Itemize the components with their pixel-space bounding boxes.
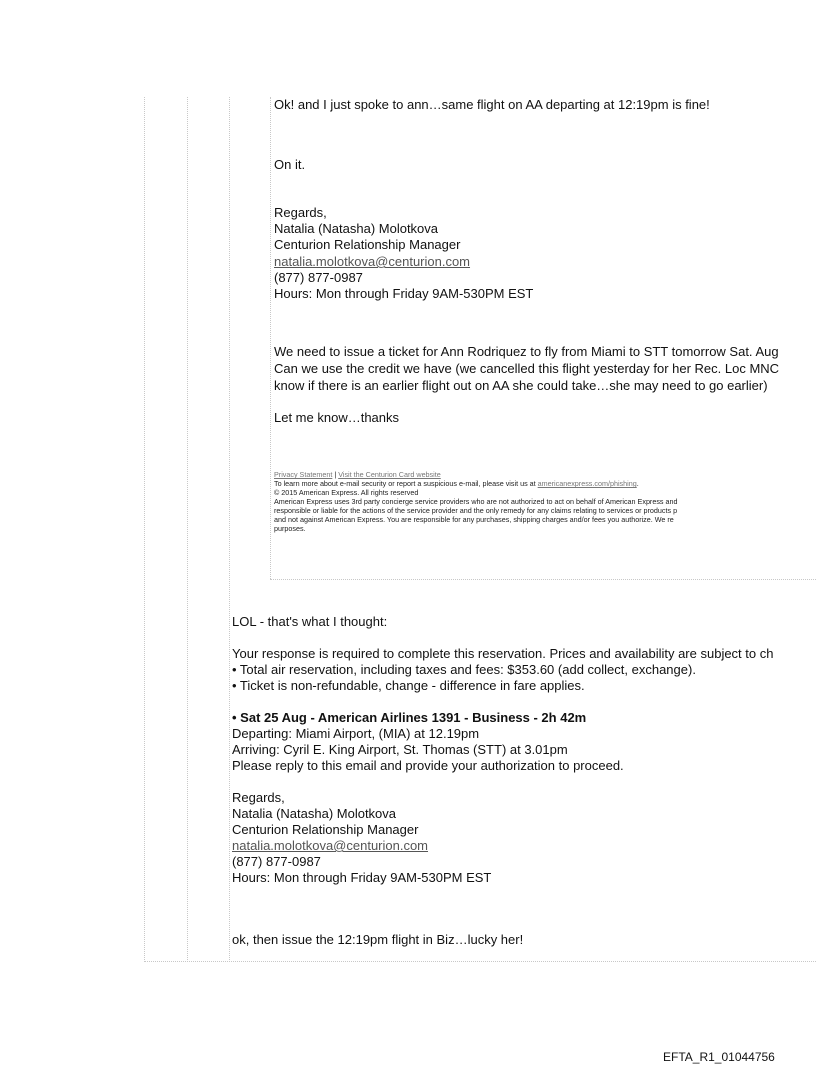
learn-more-period: .	[636, 479, 639, 488]
signature-hours: Hours: Mon through Friday 9AM-530PM EST	[232, 870, 492, 885]
footer-separator: |	[332, 470, 339, 479]
arriving-line: Arriving: Cyril E. King Airport, St. Thomas (STT) at 3.01pm	[232, 742, 568, 757]
privacy-statement-link[interactable]: Privacy Statement	[274, 470, 333, 479]
signature-phone: (877) 877-0987	[274, 270, 363, 285]
footer-disclaimer-line: and not against American Express. You are responsible for any purchases, shipping charges and/or fees you authorize. We re	[274, 515, 674, 524]
signature-phone: (877) 877-0987	[232, 854, 321, 869]
signature-email-link[interactable]: natalia.molotkova@centurion.com	[274, 254, 471, 269]
footer-copyright: © 2015 American Express. All rights reserved	[274, 488, 419, 497]
signature-title: Centurion Relationship Manager	[232, 822, 419, 837]
lol-line: LOL - that's what I thought:	[232, 614, 388, 629]
table-border-left	[144, 97, 145, 962]
signature-name: Natalia (Natasha) Molotkova	[232, 806, 397, 821]
departing-line: Departing: Miami Airport, (MIA) at 12.19pm	[232, 726, 480, 741]
visit-centurion-link[interactable]: Visit the Centurion Card website	[338, 470, 441, 479]
request-line: Can we use the credit we have (we cancelled this flight yesterday for her Rec. Loc MNC	[274, 361, 780, 376]
learn-more-text: To learn more about e-mail security or report a suspicious e-mail, please visit us at	[274, 479, 538, 488]
signature-regards: Regards,	[274, 205, 327, 220]
document-id: EFTA_R1_01044756	[663, 1050, 775, 1064]
reply-request-line: Please reply to this email and provide your authorization to proceed.	[232, 758, 624, 773]
signature-title: Centurion Relationship Manager	[274, 237, 461, 252]
footer-learn-more	[274, 479, 639, 488]
footer-links	[274, 470, 441, 479]
request-line: We need to issue a ticket for Ann Rodriquez to fly from Miami to STT tomorrow Sat. Aug	[274, 344, 779, 359]
signature-name: Natalia (Natasha) Molotkova	[274, 221, 439, 236]
reservation-bullet: • Total air reservation, including taxes and fees: $353.60 (add collect, exchange).	[232, 662, 696, 677]
signature-hours: Hours: Mon through Friday 9AM-530PM EST	[274, 286, 534, 301]
signature-regards: Regards,	[232, 790, 285, 805]
footer-disclaimer-line: responsible or liable for the actions of the service provider and the only remedy for any claims relating to services or products p	[274, 506, 678, 515]
final-reply-line: ok, then issue the 12:19pm flight in Biz…lucky her!	[232, 932, 524, 947]
footer-disclaimer-line: American Express uses 3rd party concierge service providers who are not authorized to act on behalf of American Express and	[274, 497, 678, 506]
response-required-line: Your response is required to complete this reservation. Prices and availability are subject to ch	[232, 646, 774, 661]
request-line: know if there is an earlier flight out on AA she could take…she may need to go earlier)	[274, 378, 768, 393]
phishing-link[interactable]: americanexpress.com/phishing	[537, 479, 637, 488]
footer-disclaimer-line: purposes.	[274, 524, 306, 533]
reservation-bullet: • Ticket is non-refundable, change - difference in fare applies.	[232, 678, 585, 693]
inner-quote-border	[270, 97, 271, 579]
table-border-bottom	[144, 961, 816, 962]
outer-quote-border	[229, 97, 230, 962]
inner-reply-line: Ok! and I just spoke to ann…same flight on AA departing at 12:19pm is fine!	[274, 97, 710, 112]
table-border-inner	[187, 97, 188, 962]
flight-details-heading: • Sat 25 Aug - American Airlines 1391 - Business - 2h 42m	[232, 710, 587, 725]
signature-email-link[interactable]: natalia.molotkova@centurion.com	[232, 838, 429, 853]
on-it-line: On it.	[274, 157, 306, 172]
let-me-know-line: Let me know…thanks	[274, 410, 400, 425]
inner-quote-bottom-border	[270, 579, 816, 580]
